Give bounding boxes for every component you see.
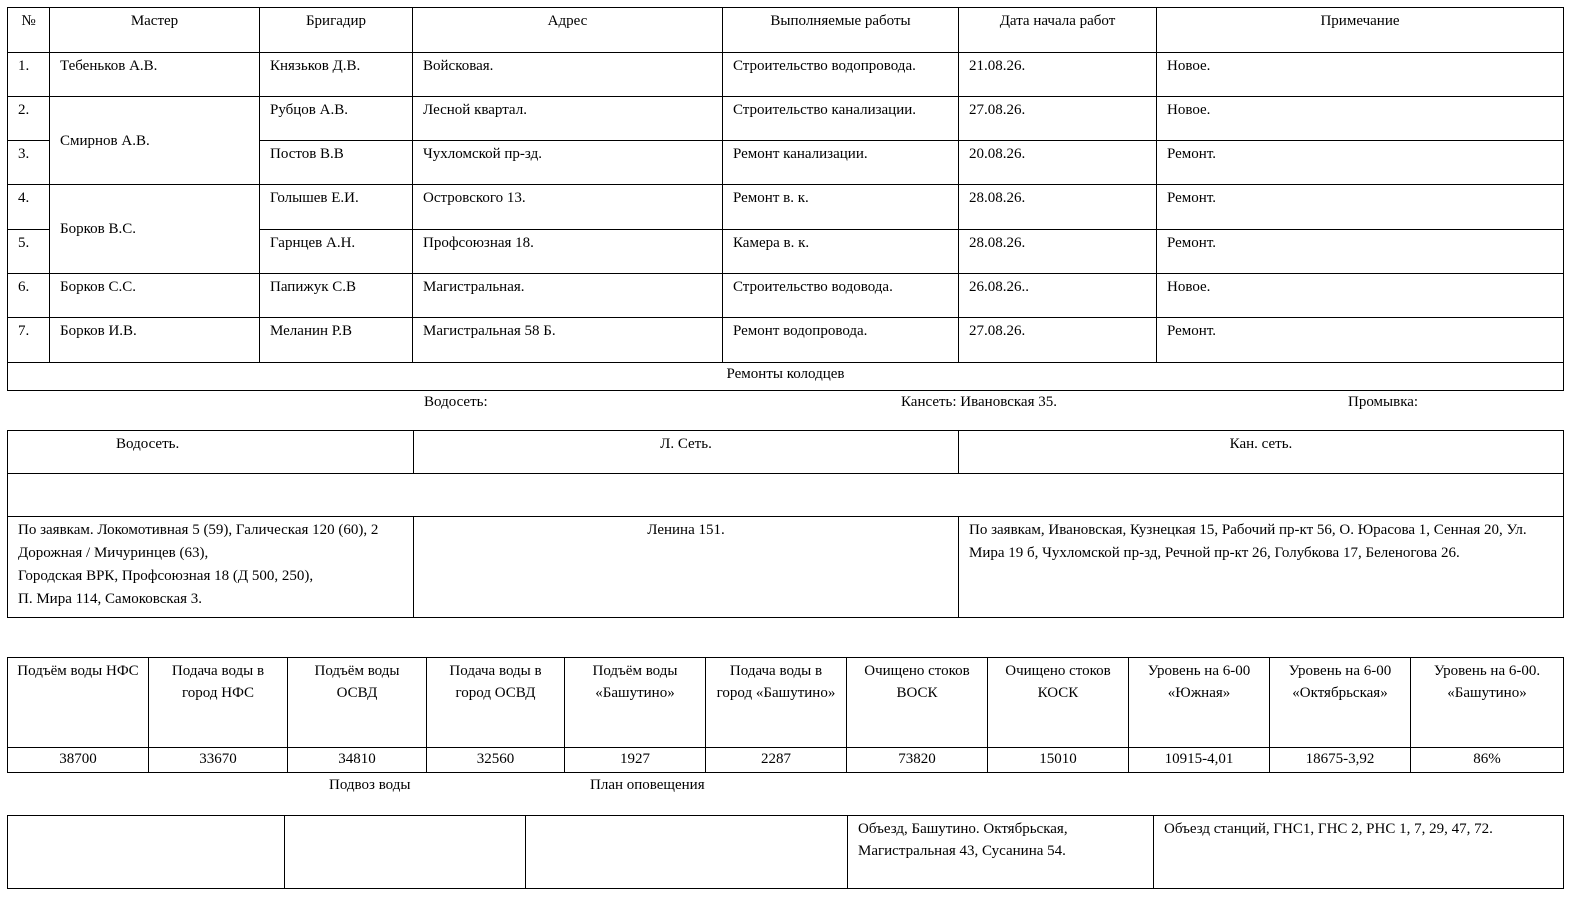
row-work: Ремонт канализации. [723, 141, 959, 185]
bottom-cell-empty-1 [8, 816, 285, 889]
value-level-bashutino: 86% [1411, 748, 1564, 773]
row-note: Ремонт. [1157, 185, 1564, 230]
row-brigadier: Постов В.В [260, 141, 413, 185]
kanset-label: Кансеть: Ивановская 35. [901, 394, 1057, 410]
value-cleaned-vosk: 73820 [847, 748, 988, 773]
row-address: Магистральная. [413, 274, 723, 318]
header-lift-bashutino: Подъём воды «Башутино» [565, 658, 706, 748]
row-num: 2. [8, 97, 50, 141]
header-num: № [8, 8, 50, 53]
row-date: 27.08.26. [959, 97, 1157, 141]
row-master: Борков В.С. [50, 185, 260, 274]
row-work: Камера в. к. [723, 230, 959, 274]
row-date: 28.08.26. [959, 230, 1157, 274]
row-note: Новое. [1157, 97, 1564, 141]
row-address: Профсоюзная 18. [413, 230, 723, 274]
header-supply-bashutino: Подача воды в город «Башутино» [706, 658, 847, 748]
header-level-yuzhnaya: Уровень на 6-00 «Южная» [1129, 658, 1270, 748]
value-cleaned-kosk: 15010 [988, 748, 1129, 773]
l-set-address: Ленина 151. [414, 517, 959, 618]
row-note: Новое. [1157, 274, 1564, 318]
vodoset-requests: По заявкам. Локомотивная 5 (59), Галическая 120 (60), 2 Дорожная / Мичуринцев (63), Городская ВРК, Профсоюзная 18 (Д 500, 250), П. Мира 114, Самоковская 3. [8, 517, 414, 618]
header-date: Дата начала работ [959, 8, 1157, 53]
table-row [8, 274, 1564, 318]
row-master: Борков И.В. [50, 318, 260, 363]
vodoset-label: Водосеть: [424, 394, 488, 410]
header-address: Адрес [413, 8, 723, 53]
value-supply-osvd: 32560 [427, 748, 565, 773]
row-num: 6. [8, 274, 50, 318]
header-lift-osvd: Подъём воды ОСВД [288, 658, 427, 748]
row-work: Строительство канализации. [723, 97, 959, 141]
header-l-set: Л. Сеть. [414, 431, 959, 474]
main-table-header-row [8, 8, 1564, 53]
value-supply-nfs: 33670 [149, 748, 288, 773]
row-address: Островского 13. [413, 185, 723, 230]
row-address: Лесной квартал. [413, 97, 723, 141]
header-cleaned-vosk: Очищено стоков ВОСК [847, 658, 988, 748]
value-lift-bashutino: 1927 [565, 748, 706, 773]
row-work: Ремонт в. к. [723, 185, 959, 230]
row-brigadier: Князьков Д.В. [260, 53, 413, 97]
header-brigadier: Бригадир [260, 8, 413, 53]
networks-data-row [8, 517, 1564, 618]
value-lift-nfs: 38700 [8, 748, 149, 773]
row-note: Новое. [1157, 53, 1564, 97]
bypass-bashutino: Объезд, Башутино. Октябрьская, Магистральная 43, Сусанина 54. [848, 816, 1154, 889]
row-brigadier: Голышев Е.И. [260, 185, 413, 230]
bottom-table [7, 815, 1564, 889]
notification-plan-label: План оповещения [590, 777, 705, 793]
row-master: Борков С.С. [50, 274, 260, 318]
row-num: 3. [8, 141, 50, 185]
row-num: 7. [8, 318, 50, 363]
table-row [8, 97, 1564, 141]
kan-set-requests: По заявкам, Ивановская, Кузнецкая 15, Рабочий пр-кт 56, О. Юрасова 1, Сенная 20, Ул. Мира 19 б, Чухломской пр-зд, Речной пр-кт 26, Голубкова 17, Беленогова 26. [959, 517, 1564, 618]
header-level-bashutino: Уровень на 6-00. «Башутино» [1411, 658, 1564, 748]
promyvka-label: Промывка: [1348, 394, 1419, 410]
row-note: Ремонт. [1157, 318, 1564, 363]
row-work: Строительство водопровода. [723, 53, 959, 97]
water-table [7, 657, 1564, 773]
empty-cell [8, 474, 1564, 517]
row-num: 1. [8, 53, 50, 97]
bottom-cell-empty-3 [526, 816, 848, 889]
networks-header-row [8, 431, 1564, 474]
row-brigadier: Рубцов А.В. [260, 97, 413, 141]
main-table-footer-row [8, 363, 1564, 391]
row-brigadier: Папижук С.В [260, 274, 413, 318]
header-master: Мастер [50, 8, 260, 53]
row-brigadier: Гарнцев А.Н. [260, 230, 413, 274]
header-supply-nfs: Подача воды в город НФС [149, 658, 288, 748]
row-date: 26.08.26.. [959, 274, 1157, 318]
header-level-oktyabrskaya: Уровень на 6-00 «Октябрьская» [1270, 658, 1411, 748]
row-address: Чухломской пр-зд. [413, 141, 723, 185]
header-kan-set: Кан. сеть. [959, 431, 1564, 474]
row-num: 4. [8, 185, 50, 230]
bottom-cell-empty-2 [285, 816, 526, 889]
row-date: 27.08.26. [959, 318, 1157, 363]
row-work: Строительство водовода. [723, 274, 959, 318]
header-cleaned-kosk: Очищено стоков КОСК [988, 658, 1129, 748]
row-address: Войсковая. [413, 53, 723, 97]
table-row [8, 53, 1564, 97]
header-lift-nfs: Подъём воды НФС [8, 658, 149, 748]
row-num: 5. [8, 230, 50, 274]
water-delivery-label: Подвоз воды [329, 777, 411, 793]
header-supply-osvd: Подача воды в город ОСВД [427, 658, 565, 748]
value-lift-osvd: 34810 [288, 748, 427, 773]
bypass-stations: Объезд станций, ГНС1, ГНС 2, РНС 1, 7, 29, 47, 72. [1154, 816, 1564, 889]
water-header-row [8, 658, 1564, 748]
row-date: 28.08.26. [959, 185, 1157, 230]
row-master: Тебеньков А.В. [50, 53, 260, 97]
header-work: Выполняемые работы [723, 8, 959, 53]
header-vodoset: Водосеть. [8, 431, 414, 474]
row-date: 21.08.26. [959, 53, 1157, 97]
bottom-row [8, 816, 1564, 889]
main-table [7, 7, 1564, 391]
value-level-yuzhnaya: 10915-4,01 [1129, 748, 1270, 773]
well-repairs-caption: Ремонты колодцев [8, 363, 1564, 391]
row-note: Ремонт. [1157, 141, 1564, 185]
row-work: Ремонт водопровода. [723, 318, 959, 363]
row-note: Ремонт. [1157, 230, 1564, 274]
header-note: Примечание [1157, 8, 1564, 53]
table-row [8, 185, 1564, 230]
networks-table [7, 430, 1564, 618]
row-date: 20.08.26. [959, 141, 1157, 185]
row-address: Магистральная 58 Б. [413, 318, 723, 363]
water-values-row [8, 748, 1564, 773]
networks-empty-row [8, 474, 1564, 517]
value-supply-bashutino: 2287 [706, 748, 847, 773]
table-row [8, 318, 1564, 363]
value-level-oktyabrskaya: 18675-3,92 [1270, 748, 1411, 773]
row-brigadier: Меланин Р.В [260, 318, 413, 363]
row-master: Смирнов А.В. [50, 97, 260, 185]
